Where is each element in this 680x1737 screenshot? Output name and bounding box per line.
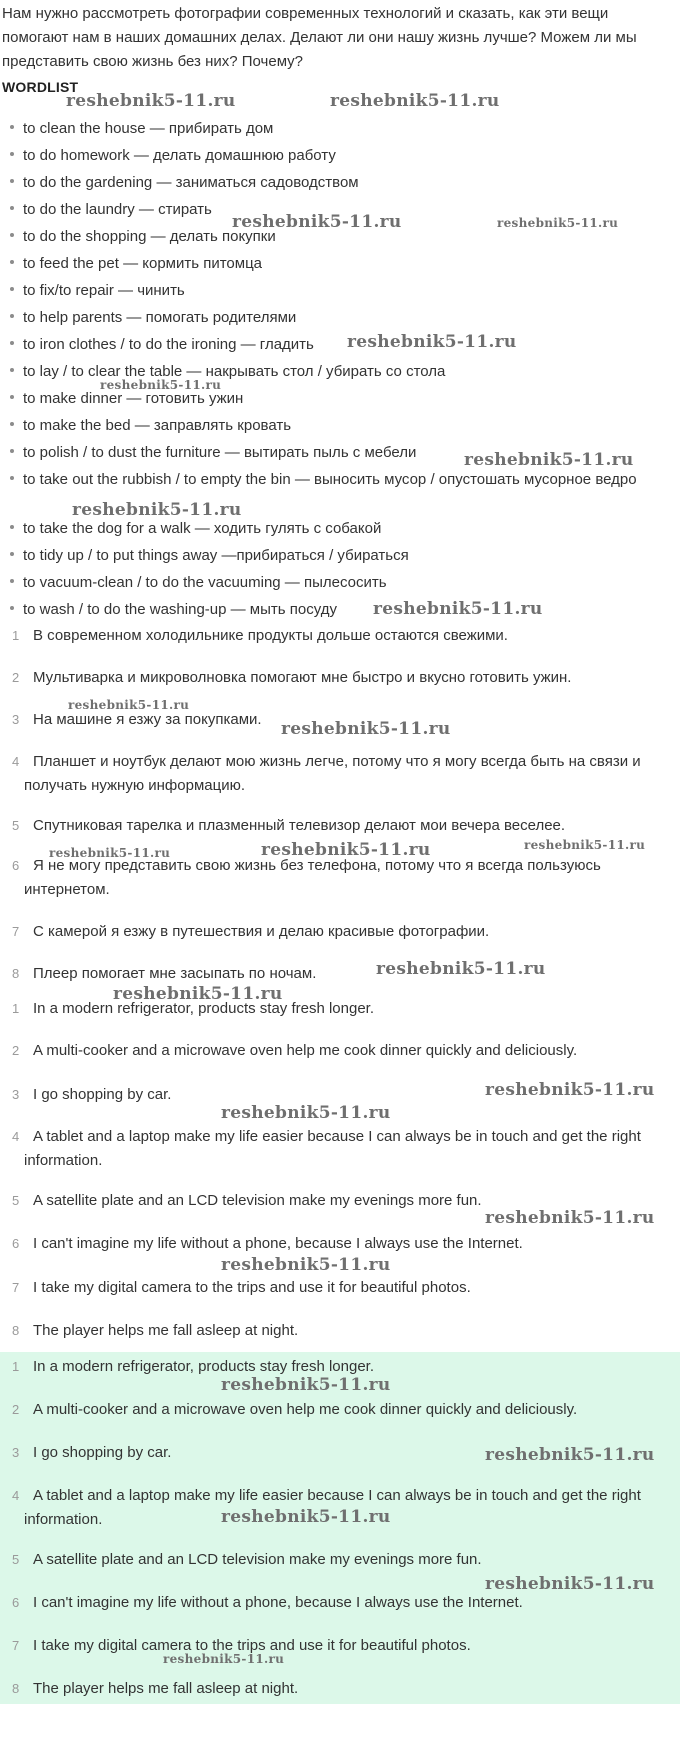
wordlist-item: to wash / to do the washing-up — мыть посуду: [10, 598, 675, 622]
watermark: reshebnik5-11.ru: [221, 1255, 391, 1275]
watermark: reshebnik5-11.ru: [232, 212, 402, 232]
watermark: reshebnik5-11.ru: [497, 216, 619, 230]
wordlist-item: to make dinner — готовить ужин: [10, 387, 675, 411]
bullet-icon: [10, 206, 14, 210]
intro-text: Нам нужно рассмотреть фотографии современных технологий и сказать, как эти вещи помогают нам в наших домашних делах. Делают ли они нашу жизнь лучше? Можем ли мы представить свою жизнь без них? Почему?: [2, 5, 637, 70]
answer-en: 6 I can't imagine my life without a phone, because I always use the Internet.: [12, 1235, 523, 1252]
watermark: reshebnik5-11.ru: [49, 846, 171, 860]
answer-ru: 7 С камерой я езжу в путешествия и делаю красивые фотографии.: [12, 923, 490, 940]
bullet-icon: [10, 341, 14, 345]
wordlist-item: to polish / to dust the furniture — вытирать пыль с мебели: [10, 441, 675, 465]
wordlist-item: to feed the pet — кормить питомца: [10, 252, 675, 276]
answer-en: 5 A satellite plate and an LCD television make my evenings more fun.: [12, 1192, 482, 1209]
watermark: reshebnik5-11.ru: [221, 1507, 391, 1527]
answer-ru: 5 Спутниковая тарелка и плазменный телевизор делают мои вечера веселее.: [12, 817, 566, 834]
watermark: reshebnik5-11.ru: [68, 698, 190, 712]
wordlist-item: to do the laundry — стирать: [10, 198, 675, 222]
answer-en-highlighted: 5 A satellite plate and an LCD television make my evenings more fun.: [12, 1551, 482, 1568]
answer-en: 3 I go shopping by car.: [12, 1086, 172, 1103]
wordlist-item: to do homework — делать домашнюю работу: [10, 144, 675, 168]
watermark: reshebnik5-11.ru: [464, 450, 634, 470]
bullet-icon: [10, 179, 14, 183]
watermark: reshebnik5-11.ru: [524, 838, 646, 852]
bullet-icon: [10, 449, 14, 453]
answer-ru: 3 На машине я езжу за покупками.: [12, 711, 262, 728]
bullet-icon: [10, 476, 14, 480]
wordlist-item: to do the gardening — заниматься садоводством: [10, 171, 675, 195]
watermark: reshebnik5-11.ru: [221, 1375, 391, 1395]
bullet-icon: [10, 525, 14, 529]
wordlist-item: to lay / to clear the table — накрывать стол / убирать со стола: [10, 360, 675, 384]
watermark: reshebnik5-11.ru: [281, 719, 451, 739]
bullet-icon: [10, 260, 14, 264]
watermark: reshebnik5-11.ru: [163, 1652, 285, 1666]
watermark: reshebnik5-11.ru: [347, 332, 517, 352]
wordlist-title: WORDLIST: [2, 79, 79, 95]
answer-en-highlighted: 8 The player helps me fall asleep at night.: [12, 1680, 299, 1697]
watermark: reshebnik5-11.ru: [72, 500, 242, 520]
answer-en-highlighted: 6 I can't imagine my life without a phone, because I always use the Internet.: [12, 1594, 523, 1611]
answer-ru: 4 Планшет и ноутбук делают мою жизнь легче, потому что я могу всегда быть на связи и получать нужную информацию.: [12, 753, 641, 794]
wordlist-item: to iron clothes / to do the ironing — гладить: [10, 333, 675, 357]
wordlist-item: to take out the rubbish / to empty the bin — выносить мусор / опустошать мусорное ведро: [10, 468, 675, 492]
answer-en: 2 A multi-cooker and a microwave oven help me cook dinner quickly and deliciously.: [12, 1042, 578, 1059]
bullet-icon: [10, 606, 14, 610]
answer-en-highlighted: 2 A multi-cooker and a microwave oven help me cook dinner quickly and deliciously.: [12, 1401, 578, 1418]
wordlist-item: to tidy up / to put things away —прибираться / убираться: [10, 544, 675, 568]
bullet-icon: [10, 287, 14, 291]
bullet-icon: [10, 125, 14, 129]
bullet-icon: [10, 368, 14, 372]
bullet-icon: [10, 152, 14, 156]
wordlist-item: to help parents — помогать родителями: [10, 306, 675, 330]
bullet-icon: [10, 422, 14, 426]
answer-en: 8 The player helps me fall asleep at night.: [12, 1322, 299, 1339]
answer-en-highlighted: 3 I go shopping by car.: [12, 1444, 172, 1461]
bullet-icon: [10, 579, 14, 583]
bullet-icon: [10, 314, 14, 318]
wordlist-item: to make the bed — заправлять кровать: [10, 414, 675, 438]
bullet-icon: [10, 395, 14, 399]
watermark: reshebnik5-11.ru: [485, 1080, 655, 1100]
wordlist-item: to fix/to repair — чинить: [10, 279, 675, 303]
watermark: reshebnik5-11.ru: [330, 91, 500, 111]
answer-en-highlighted: 7 I take my digital camera to the trips and use it for beautiful photos.: [12, 1637, 471, 1654]
answer-en: 4 A tablet and a laptop make my life easier because I can always be in touch and get the right information.: [12, 1128, 641, 1169]
bullet-icon: [10, 233, 14, 237]
watermark: reshebnik5-11.ru: [113, 984, 283, 1004]
answer-en-highlighted: 1 In a modern refrigerator, products stay fresh longer.: [12, 1358, 375, 1375]
watermark: reshebnik5-11.ru: [221, 1103, 391, 1123]
answer-en: 1 In a modern refrigerator, products stay fresh longer.: [12, 1000, 375, 1017]
wordlist-item: to vacuum-clean / to do the vacuuming — пылесосить: [10, 571, 675, 595]
answer-en: 7 I take my digital camera to the trips and use it for beautiful photos.: [12, 1279, 471, 1296]
watermark: reshebnik5-11.ru: [485, 1574, 655, 1594]
answer-ru: 1 В современном холодильнике продукты дольше остаются свежими.: [12, 627, 508, 644]
wordlist-item: to do the shopping — делать покупки: [10, 225, 675, 249]
watermark: reshebnik5-11.ru: [376, 959, 546, 979]
bullet-icon: [10, 552, 14, 556]
wordlist-item: to clean the house — прибирать дом: [10, 117, 675, 141]
watermark: reshebnik5-11.ru: [485, 1208, 655, 1228]
wordlist-item: to take the dog for a walk — ходить гулять с собакой: [10, 517, 675, 541]
watermark: reshebnik5-11.ru: [100, 378, 222, 392]
watermark: reshebnik5-11.ru: [66, 91, 236, 111]
answer-ru: 2 Мультиварка и микроволновка помогают мне быстро и вкусно готовить ужин.: [12, 669, 572, 686]
answer-ru: 6 Я не могу представить свою жизнь без телефона, потому что я всегда пользуюсь интернетом.: [12, 857, 601, 898]
answer-en-highlighted: 4 A tablet and a laptop make my life easier because I can always be in touch and get the right information.: [12, 1487, 641, 1528]
watermark: reshebnik5-11.ru: [261, 840, 431, 860]
answer-ru: 8 Плеер помогает мне засыпать по ночам.: [12, 965, 317, 982]
watermark: reshebnik5-11.ru: [485, 1445, 655, 1465]
watermark: reshebnik5-11.ru: [373, 599, 543, 619]
